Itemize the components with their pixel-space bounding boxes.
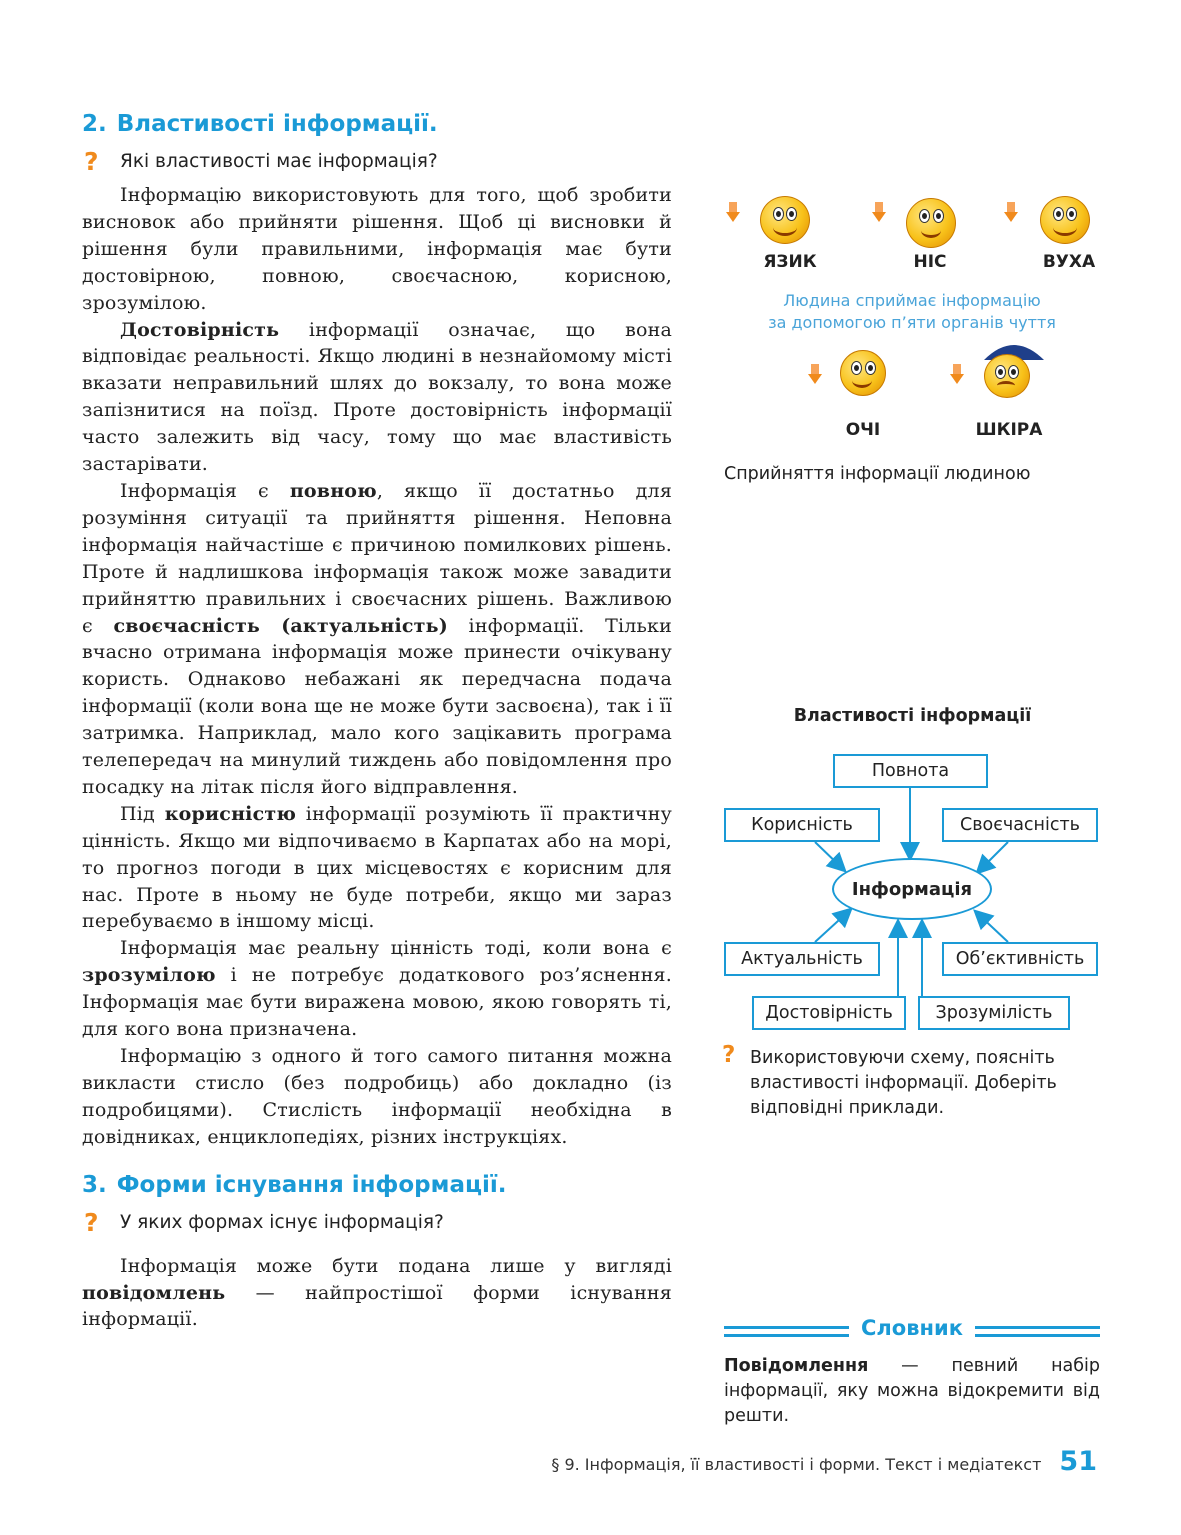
- paragraph-usefulness: [82, 801, 672, 936]
- sense-skin: [974, 420, 1044, 440]
- arrow-usefulness: [815, 842, 844, 870]
- question-icon: ?: [84, 1207, 99, 1237]
- box-clarity-label: Зрозумілість: [935, 1003, 1053, 1023]
- ellipse-information-label: Інформація: [851, 878, 973, 900]
- page-footer: [551, 1446, 1097, 1477]
- diagram-title: Властивості інформації: [793, 706, 1032, 726]
- arrow-down-icon: [872, 202, 886, 222]
- question-icon: ?: [84, 147, 99, 176]
- sense-tongue: [760, 252, 820, 272]
- arrow-down-icon: [950, 364, 964, 384]
- section-3-heading: [82, 1167, 672, 1203]
- paragraph-usefulness-text-a: Під: [120, 802, 165, 825]
- section-2-question: [82, 148, 672, 176]
- senses-caption-line-2: за допомогою п’яти органів чуття: [768, 313, 1056, 332]
- footer-chapter: § 9. Інформація, її властивості і форми. Текст і медіатекст: [551, 1455, 1042, 1474]
- sense-label-ears: ВУХА: [1042, 252, 1096, 272]
- paragraph-messages-text-b: — найпростішої форми існування інформації.: [82, 1281, 672, 1331]
- sense-label-nose: НІС: [913, 252, 947, 272]
- box-clarity: [918, 996, 1070, 1030]
- paragraph-usefulness-text-b: інформації розуміють її практичну цінність. Якщо ми відпочиваємо в Карпатах або на морі, то прогноз погоди в цих місцевостях є корисним для нас. Проте в ньому не буде потреби, якщо ми зараз перебуваємо в іншому місці.: [82, 802, 673, 933]
- question-icon: ?: [722, 1042, 736, 1068]
- paragraph-clarity-text-b: і не потребує додаткового роз’яснення. Інформація має бути виражена мовою, якою говорять ті, для кого вона призначена.: [82, 964, 672, 1041]
- senses-figure: [722, 190, 1102, 440]
- term-usefulness: корисністю: [164, 802, 297, 825]
- box-objectivity: [942, 942, 1098, 976]
- arrow-relevance: [815, 910, 850, 942]
- page-number: 51: [1059, 1446, 1097, 1477]
- paragraph-clarity: [82, 935, 672, 1043]
- ears-smiley-icon: [1040, 196, 1090, 244]
- arrow-objectivity: [976, 912, 1008, 942]
- section-3-question-text: У яких формах існує інформація?: [120, 1211, 444, 1233]
- box-reliability-label: Достовірність: [765, 1003, 893, 1023]
- section-3-question: [82, 1209, 672, 1237]
- sense-nose: [902, 252, 958, 272]
- box-relevance: [724, 942, 880, 976]
- main-text-column: [82, 106, 672, 1333]
- box-timeliness: [942, 808, 1098, 842]
- nose-smiley-icon: [906, 198, 956, 248]
- section-3-number: 3.: [82, 1171, 107, 1198]
- paragraph-1: Інформацію використовують для того, щоб зробити висновок або прийняти рішення. Щоб ці висновки й рішення були правильними, інформація має бути достовірною, повною, своєчасною, корисною, зрозумілою.: [82, 184, 672, 314]
- paragraph-messages: [82, 1253, 672, 1334]
- tongue-smiley-icon: [760, 196, 810, 244]
- term-reliability: Достовірність: [120, 318, 280, 341]
- sense-label-skin: ШКІРА: [975, 420, 1043, 440]
- properties-diagram: [720, 706, 1105, 1036]
- term-messages: повідомлень: [82, 1281, 226, 1304]
- skin-smiley-icon: [984, 354, 1030, 398]
- box-timeliness-label: Своєчасність: [960, 815, 1080, 835]
- box-reliability: [752, 996, 906, 1030]
- sense-label-eyes: ОЧІ: [845, 420, 881, 440]
- sense-label-tongue: ЯЗИК: [763, 252, 817, 272]
- glossary-header: [724, 1316, 1100, 1346]
- paragraph-clarity-text-a: Інформація має реальну цінність тоді, коли вона є: [120, 937, 672, 960]
- section-2-title: Властивості інформації.: [116, 111, 438, 137]
- senses-caption-line-1: Людина сприймає інформацію: [783, 291, 1041, 310]
- diagram-question: [722, 1042, 1120, 1121]
- term-complete: повною: [289, 479, 377, 502]
- section-3-title: Форми існування інформації.: [116, 1171, 507, 1198]
- box-relevance-label: Актуальність: [741, 949, 863, 969]
- section-2-heading: [82, 106, 672, 142]
- paragraph-completeness-text-b: , якщо її достатньо для розуміння ситуації та прийняття рішення. Неповна інформація найчастіше є причиною помилкових рішень. Проте й надлишкова інформація також може завадити прийняттю правильних і своєчасних рішень. Важливою є: [82, 479, 673, 637]
- glossary: [724, 1316, 1100, 1429]
- box-usefulness-label: Корисність: [751, 815, 853, 835]
- paragraph-completeness: [82, 478, 672, 801]
- box-usefulness: [724, 808, 880, 842]
- sense-eyes: [838, 420, 888, 440]
- senses-figure-caption: Сприйняття інформації людиною: [724, 464, 1031, 484]
- box-completeness-label: Повнота: [871, 761, 950, 781]
- sense-ears: [1034, 252, 1104, 272]
- paragraph-messages-text-a: Інформація може бути подана лише у вигляді: [120, 1254, 672, 1277]
- section-2-question-text: Які властивості має інформація?: [120, 151, 438, 172]
- arrow-down-icon: [726, 202, 740, 222]
- arrow-down-icon: [1004, 202, 1018, 222]
- box-completeness: [833, 754, 988, 788]
- senses-caption: [722, 290, 1102, 334]
- box-objectivity-label: Об’єктивність: [955, 949, 1085, 969]
- paragraph-conciseness: Інформацію з одного й того самого питання можна викласти стисло (без подробиць) або докладно (із подробицями). Стислість інформації необхідна в довідниках, енциклопедіях, різних інструкціях.: [82, 1045, 672, 1148]
- paragraph-completeness-text-c: інформації. Тільки вчасно отримана інформація може принести очікувану користь. Однаково небажані як передчасна подача інформації (коли вона ще не може бути засвоєна), так і її затримка. Наприклад, мало кого зацікавить програма телепередач на минулий тиждень або повідомлення про посадку на літак після його відправлення.: [82, 614, 672, 798]
- section-2-number: 2.: [82, 111, 107, 137]
- paragraph-completeness-text-a: Інформація є: [120, 479, 290, 502]
- paragraph-reliability: [82, 317, 672, 478]
- glossary-term: Повідомлення: [724, 1356, 869, 1376]
- diagram-question-text: Використовуючи схему, поясніть властивості інформації. Доберіть відповідні приклади.: [750, 1048, 1057, 1118]
- arrow-timeliness: [978, 842, 1008, 872]
- glossary-entry: [724, 1354, 1100, 1429]
- eyes-smiley-icon: [840, 350, 886, 396]
- glossary-definition: — певний набір інформації, яку можна відокремити від решти.: [724, 1356, 1100, 1426]
- arrow-down-icon: [808, 364, 822, 384]
- glossary-title: Словник: [849, 1316, 975, 1340]
- paragraph-reliability-text: інформації означає, що вона відповідає реальності. Якщо людині в незнайомому місті вказати неправильний шлях до вокзалу, то вона може запізнитися на поїзд. Проте достовірність інформації часто залежить від часу, тому що має властивість застарівати.: [82, 318, 672, 476]
- ellipse-information: [832, 858, 992, 920]
- term-timeliness: своєчасність (актуальність): [113, 614, 448, 637]
- term-clarity: зрозумілою: [82, 964, 216, 987]
